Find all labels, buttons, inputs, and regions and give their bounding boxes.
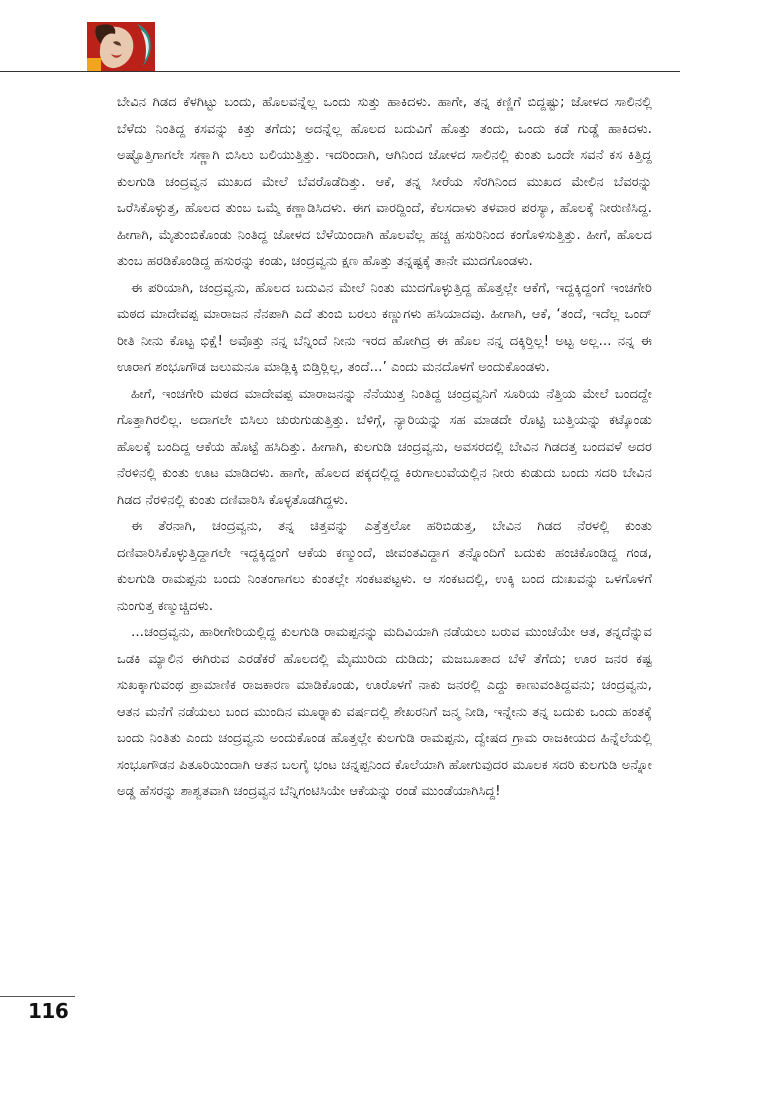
body-text [117, 90, 652, 806]
footer-rule [0, 996, 75, 997]
paragraph: ಬೇವಿನ ಗಿಡದ ಕೆಳಗಿಟ್ಟು ಬಂದು, ಹೊಲವನ್ನೆಲ್ಲ ಒಂದು ಸುತ್ತು ಹಾಕಿದಳು. ಹಾಗೇ, ತನ್ನ ಕಣ್ಣಿಗೆ ಬಿದ್ದಷ್ಟು; ಜೋಳದ ಸಾಲಿನಲ್ಲಿ ಬೆಳೆದು ನಿಂತಿದ್ದ ಕಸವನ್ನು ಕಿತ್ತು ತಗೆದು; ಅದನ್ನೆಲ್ಲ ಹೊಲದ ಬದುವಿಗೆ ಹೊತ್ತು ತಂದು, ಒಂದು ಕಡೆ ಗುಡ್ಡೆ ಹಾಕಿದಳು. ಅಷ್ಟೊತ್ತಿಗಾಗಲೇ ಸಣ್ಣಾಗಿ ಬಿಸಿಲು ಬಲಿಯುತ್ತಿತ್ತು. ಇದರಿಂದಾಗಿ, ಆಗಿನಿಂದ ಜೋಳದ ಸಾಲಿನಲ್ಲಿ ಕುಂತು ಒಂದೇ ಸವನೆ ಕಸ ಕಿತ್ತಿದ್ದ ಕುಲಗುಡಿ ಚಂದ್ರವ್ವನ ಮುಖದ ಮೇಲೆ ಬೆವರೊಡೆದಿತ್ತು. ಆಕೆ, ತನ್ನ ಸೀರೆಯ ಸೆರಗಿನಿಂದ ಮುಖದ ಮೇಲಿನ ಬೆವರನ್ನು ಒರೆಸಿಕೊಳ್ಳುತ್ತ, ಹೊಲದ ತುಂಬ ಒಮ್ಮೆ ಕಣ್ಣಾಡಿಸಿದಳು. ಈಗ ವಾರದ್ದಿಂದೆ, ಕೆಲಸದಾಳು ತಳವಾರ ಪರಸ್ಯಾ, ಹೊಲಕ್ಕೆ ನೀರುಣಿಸಿದ್ದ. ಹೀಗಾಗಿ, ಮೈತುಂಬಿಕೊಂಡು ನಿಂತಿದ್ದ ಜೋಳದ ಬೆಳೆಯಿಂದಾಗಿ ಹೊಲವೆಲ್ಲ ಹಚ್ಚ ಹಸುರಿನಿಂದ ಕಂಗೊಳಿಸುತ್ತಿತ್ತು. ಹೀಗೆ, ಹೊಲದ ತುಂಬ ಹರಡಿಕೊಂಡಿದ್ದ ಹಸುರನ್ನು ಕಂಡು, ಚಂದ್ರವ್ವನು ಕ್ಷಣ ಹೊತ್ತು ತನ್ನಷ್ಟಕ್ಕೆ ತಾನೇ ಮುದಗೊಂಡಳು. [117, 95, 652, 269]
paragraph: ಈ ತೆರನಾಗಿ, ಚಂದ್ರವ್ವನು, ತನ್ನ ಚಿತ್ತವನ್ನು ಎತ್ತೆತ್ತಲೋ ಹರಿಬಿಡುತ್ತ, ಬೇವಿನ ಗಿಡದ ನೆರಳಲ್ಲಿ ಕುಂತು ದಣಿವಾರಿಸಿಕೊಳ್ಳುತ್ತಿದ್ದಾಗಲೇ ಇದ್ದಕ್ಕಿದ್ದಂಗೆ ಆಕೆಯ ಕಣ್ಮುಂದೆ, ಜೀವಂತವಿದ್ದಾಗ ತನ್ನೊಂದಿಗೆ ಬದುಕು ಹಂಚಿಕೊಂಡಿದ್ದ ಗಂಡ, ಕುಲಗುಡಿ ರಾಮಪ್ಪನು ಬಂದು ನಿಂತಂಗಾಗಲು ಕುಂತಲ್ಲೇ ಸಂಕಟಪಟ್ಟಳು. ಆ ಸಂಕಟದಲ್ಲಿ, ಉಕ್ಕಿ ಬಂದ ದುಃಖವನ್ನು ಒಳಗೊಳಗೆ ನುಂಗುತ್ತ ಕಣ್ಮುಚ್ಚಿದಳು. [117, 519, 652, 614]
paragraph: ಹೀಗೆ, ಇಂಚಗೇರಿ ಮಠದ ಮಾದೇವಪ್ಪ ಮಾರಾಜನನ್ನು ನೆನೆಯುತ್ತ ನಿಂತಿದ್ದ ಚಂದ್ರವ್ವನಿಗೆ ಸೂರಿಯ ನೆತ್ತಿಯ ಮೇಲೆ ಬಂದದ್ದೇ ಗೊತ್ತಾಗಿರಲಿಲ್ಲ. ಅದಾಗಲೇ ಬಿಸಿಲು ಚುರುಗುಡುತ್ತಿತ್ತು. ಬೆಳಿಗ್ಗೆ, ನ್ಯಾರಿಯನ್ನು ಸಹ ಮಾಡದೇ ರೊಟ್ಟಿ ಬುತ್ತಿಯನ್ನು ಕಟ್ಕೊಂಡು ಹೊಲಕ್ಕೆ ಬಂದಿದ್ದ ಆಕೆಯ ಹೊಟ್ಟೆ ಹಸಿದಿತ್ತು. ಹೀಗಾಗಿ, ಕುಲಗುಡಿ ಚಂದ್ರವ್ವನು, ಅವಸರದಲ್ಲಿ ಬೇವಿನ ಗಿಡದತ್ತ ಬಂದವಳೆ ಅದರ ನೆರಳಿನಲ್ಲಿ ಕುಂತು ಊಟ ಮಾಡಿದಳು. ಹಾಗೇ, ಹೊಲದ ಪಕ್ಕದಲ್ಲಿದ್ದ ಕಿರುಗಾಲುವೆಯಲ್ಲಿನ ನೀರು ಕುಡುದು ಬಂದು ಸದರಿ ಬೇವಿನ ಗಿಡದ ನೆರಳಿನಲ್ಲಿ ಕುಂತು ದಣಿವಾರಿಸಿ ಕೊಳ್ಳತೊಡಗಿದ್ದಳು. [117, 386, 652, 508]
stylized-face-logo-icon [87, 22, 155, 71]
paragraph: …ಚಂದ್ರವ್ವನು, ಹಾರೀಗೇರಿಯಲ್ಲಿದ್ದ ಕುಲಗುಡಿ ರಾಮಪ್ಪನನ್ನು ಮದಿವಿಯಾಗಿ ನಡೆಯಲು ಬರುವ ಮುಂಚೆಯೇ ಆತ, ತನ್ನದೆನ್ನುವ ಒಡಕಿ ಮ್ಯಾಲಿನ ಈಗಿರುವ ಎರಡೆಕರೆ ಹೊಲದಲ್ಲಿ ಮೈಮುರಿದು ದುಡಿದು; ಮಜಬೂತಾದ ಬೆಳೆ ತೆಗೆದು; ಊರ ಜನರ ಕಷ್ಟ ಸುಖಕ್ಕಾಗುವಂಥ ಪ್ರಾಮಾಣಿಕ ರಾಜಕಾರಣ ಮಾಡಿಕೊಂಡು, ಊರೊಳಗೆ ನಾಕು ಜನರಲ್ಲಿ ಎದ್ದು ಕಾಣುವಂತಿದ್ದವನು; ಚಂದ್ರವ್ವನು, ಆತನ ಮನೆಗೆ ನಡೆಯಲು ಬಂದ ಮುಂದಿನ ಮೂರ್‍ನಾಕು ವರ್ಷದಲ್ಲಿ ಶೇಖರನಿಗೆ ಜನ್ಮ ನೀಡಿ, ಇನ್ನೇನು ತನ್ನ ಬದುಕು ಒಂದು ಹಂತಕ್ಕೆ ಬಂದು ನಿಂತಿತು ಎಂದು ಚಂದ್ರವ್ವನು ಅಂದುಕೊಂಡ ಹೊತ್ತಲ್ಲೇ ಕುಲಗುಡಿ ರಾಮಪ್ಪನು, ದ್ವೇಷದ ಗ್ರಾಮ ರಾಜಕೀಯದ ಹಿನ್ನೆಲೆಯಲ್ಲಿ ಸಂಭೂಗೌಡನ ಪಿತೂರಿಯಿಂದಾಗಿ ಆತನ ಬಲಗೈ ಭಂಟ ಚನ್ನಪ್ಪನಿಂದ ಕೊಲೆಯಾಗಿ ಹೋಗುವುದರ ಮೂಲಕ ಸದರಿ ಕುಲಗುಡಿ ಅನ್ನೋ ಅಡ್ಡ ಹೆಸರನ್ನು ಶಾಶ್ವತವಾಗಿ ಚಂದ್ರವ್ವನ ಬೆನ್ನಿಗಂಟಿಸಿಯೇ ಆಕೆಯನ್ನು ರಂಡೆ ಮುಂಡೆಯಾಗಿಸಿದ್ದ! [117, 625, 652, 799]
page-number: 116 [28, 999, 69, 1023]
header-rule [0, 71, 680, 72]
logo-graphic [87, 22, 155, 71]
paragraph: ಈ ಪರಿಯಾಗಿ, ಚಂದ್ರವ್ವನು, ಹೊಲದ ಬದುವಿನ ಮೇಲೆ ನಿಂತು ಮುದಗೊಳ್ಳುತ್ತಿದ್ದ ಹೊತ್ತಲ್ಲೇ ಆಕೆಗೆ, ಇದ್ದಕ್ಕಿದ್ದಂಗೆ ಇಂಚಗೇರಿ ಮಠದ ಮಾದೇವಪ್ಪ ಮಾರಾಜನ ನೆನಪಾಗಿ ಎದೆ ತುಂಬಿ ಬರಲು ಕಣ್ಣುಗಳು ಹಸಿಯಾದವು. ಹೀಗಾಗಿ, ಆಕೆ, ‘ತಂದೆ, ಇದೆಲ್ಲ ಒಂದ್ ರೀತಿ ನೀನು ಕೊಟ್ಟ ಭಿಕ್ಷೆ! ಅವೊತ್ತು ನನ್ನ ಬೆನ್ನಿಂದೆ ನೀನು ಇರದ ಹೋಗಿದ್ರ ಈ ಹೊಲ ನನ್ನ ದಕ್ಕಿರ್‍ತಿಲ್ಲ! ಅಟ್ಟ ಅಲ್ಲ… ನನ್ನ ಈ ಊರಾಗ ಶಂಭೂಗೌಡ ಜಲುಮನೂ ಮಾಡ್ಲಿಕ್ಕಿ ಬಿಡ್ತಿರ್‍ಲಿಲ್ಲ, ತಂದೆ…’ ಎಂದು ಮನದೊಳಗೆ ಅಂದುಕೊಂಡಳು. [117, 280, 652, 375]
